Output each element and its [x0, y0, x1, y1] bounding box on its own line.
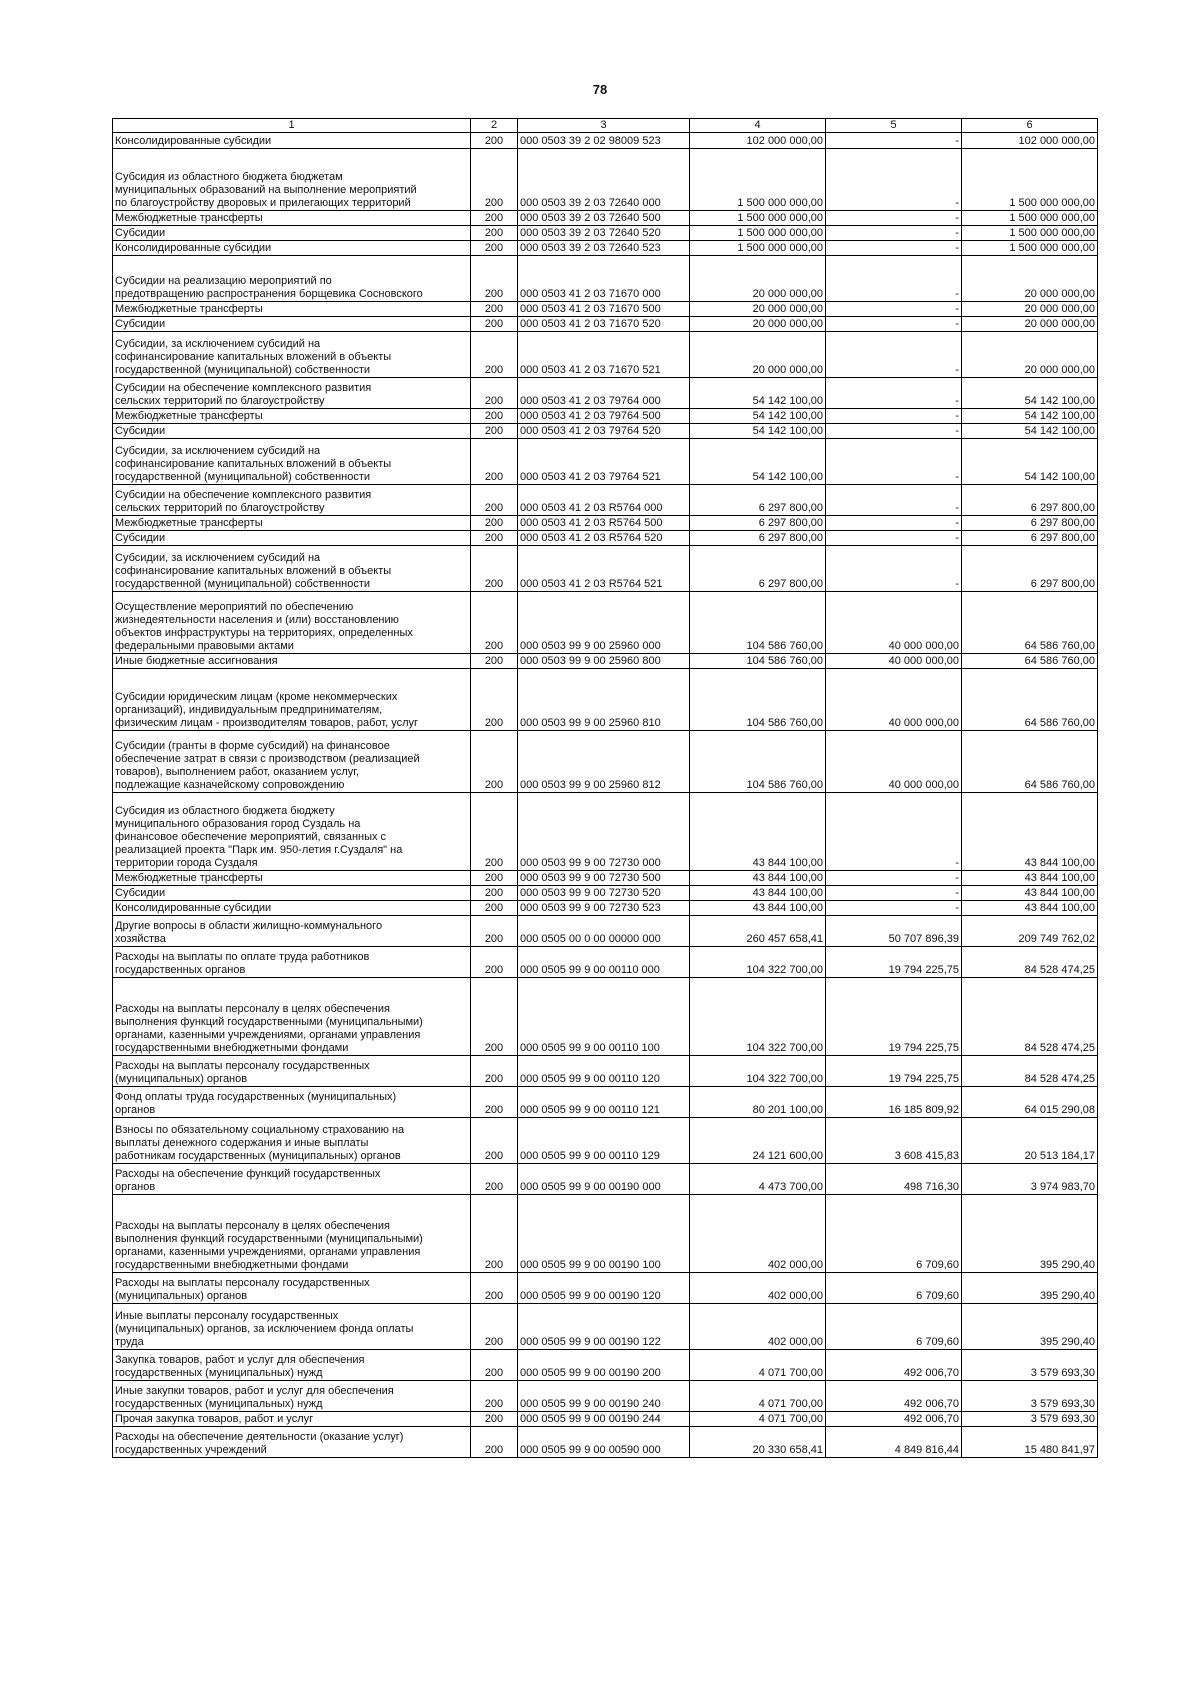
row-admin-code-cell: 200 [471, 439, 518, 485]
row-admin-code-cell: 200 [471, 1412, 518, 1427]
row-admin-code-cell: 200 [471, 731, 518, 793]
table-row [113, 241, 1098, 256]
row-budget-code-cell: 000 0505 99 9 00 00190 120 [518, 1273, 690, 1304]
row-unexecuted-amount-cell: 84 528 474,25 [962, 947, 1098, 978]
row-executed-amount-cell: 6 709,60 [826, 1195, 962, 1273]
row-budget-code-cell: 000 0503 99 9 00 72730 520 [518, 886, 690, 901]
row-name-cell: Расходы на выплаты персоналу государственных (муниципальных) органов [113, 1056, 471, 1087]
row-executed-amount-cell: - [826, 302, 962, 317]
row-admin-code-cell: 200 [471, 1273, 518, 1304]
row-admin-code-cell: 200 [471, 669, 518, 731]
row-unexecuted-amount-cell: 395 290,40 [962, 1273, 1098, 1304]
row-unexecuted-amount-cell: 43 844 100,00 [962, 901, 1098, 916]
row-admin-code-cell: 200 [471, 592, 518, 654]
table-row [113, 516, 1098, 531]
row-name-cell: Субсидия из областного бюджета бюджету муниципального образования город Суздаль на финансовое обеспечение мероприятий, связанных с реализацией проекта "Парк им. 950-летия г.Суздаля" на территории города Суздаля [113, 793, 471, 871]
row-unexecuted-amount-cell: 54 142 100,00 [962, 378, 1098, 409]
row-admin-code-cell: 200 [471, 978, 518, 1056]
row-name-cell: Субсидии на обеспечение комплексного развития сельских территорий по благоустройству [113, 378, 471, 409]
row-unexecuted-amount-cell: 43 844 100,00 [962, 793, 1098, 871]
table-row [113, 1304, 1098, 1350]
table-row [113, 669, 1098, 731]
row-executed-amount-cell: 19 794 225,75 [826, 978, 962, 1056]
row-budget-code-cell: 000 0503 99 9 00 72730 000 [518, 793, 690, 871]
column-header: 6 [962, 119, 1098, 133]
table-row [113, 731, 1098, 793]
row-budget-code-cell: 000 0505 99 9 00 00190 100 [518, 1195, 690, 1273]
row-approved-amount-cell: 104 586 760,00 [690, 592, 826, 654]
row-executed-amount-cell: - [826, 133, 962, 149]
row-budget-code-cell: 000 0503 41 2 03 R5764 520 [518, 531, 690, 546]
row-executed-amount-cell: - [826, 531, 962, 546]
table-row [113, 226, 1098, 241]
budget-table [112, 118, 1098, 1458]
row-unexecuted-amount-cell: 20 000 000,00 [962, 302, 1098, 317]
table-row [113, 531, 1098, 546]
row-name-cell: Консолидированные субсидии [113, 133, 471, 149]
row-approved-amount-cell: 4 473 700,00 [690, 1164, 826, 1195]
row-unexecuted-amount-cell: 20 000 000,00 [962, 317, 1098, 332]
row-name-cell: Расходы на выплаты персоналу государственных (муниципальных) органов [113, 1273, 471, 1304]
row-approved-amount-cell: 6 297 800,00 [690, 546, 826, 592]
row-name-cell: Консолидированные субсидии [113, 241, 471, 256]
row-name-cell: Межбюджетные трансферты [113, 516, 471, 531]
row-budget-code-cell: 000 0503 39 2 03 72640 000 [518, 149, 690, 211]
row-approved-amount-cell: 43 844 100,00 [690, 871, 826, 886]
row-budget-code-cell: 000 0503 99 9 00 72730 523 [518, 901, 690, 916]
row-unexecuted-amount-cell: 1 500 000 000,00 [962, 241, 1098, 256]
table-row [113, 1118, 1098, 1164]
row-executed-amount-cell: - [826, 256, 962, 302]
row-name-cell: Фонд оплаты труда государственных (муниципальных) органов [113, 1087, 471, 1118]
row-budget-code-cell: 000 0505 99 9 00 00190 200 [518, 1350, 690, 1381]
row-approved-amount-cell: 402 000,00 [690, 1304, 826, 1350]
row-name-cell: Субсидия из областного бюджета бюджетам муниципальных образований на выполнение мероприятий по благоустройству дворовых и прилегающих территорий [113, 149, 471, 211]
row-unexecuted-amount-cell: 43 844 100,00 [962, 886, 1098, 901]
row-admin-code-cell: 200 [471, 1056, 518, 1087]
row-approved-amount-cell: 104 322 700,00 [690, 1056, 826, 1087]
row-executed-amount-cell: - [826, 546, 962, 592]
row-budget-code-cell: 000 0503 39 2 03 72640 523 [518, 241, 690, 256]
row-name-cell: Субсидии, за исключением субсидий на софинансирование капитальных вложений в объекты государственной (муниципальной) собственности [113, 439, 471, 485]
row-executed-amount-cell: 4 849 816,44 [826, 1427, 962, 1458]
row-budget-code-cell: 000 0505 00 0 00 00000 000 [518, 916, 690, 947]
row-budget-code-cell: 000 0503 39 2 02 98009 523 [518, 133, 690, 149]
row-executed-amount-cell: 50 707 896,39 [826, 916, 962, 947]
row-budget-code-cell: 000 0503 99 9 00 25960 800 [518, 654, 690, 669]
row-unexecuted-amount-cell: 84 528 474,25 [962, 978, 1098, 1056]
table-row [113, 901, 1098, 916]
row-admin-code-cell: 200 [471, 226, 518, 241]
row-approved-amount-cell: 260 457 658,41 [690, 916, 826, 947]
row-approved-amount-cell: 402 000,00 [690, 1195, 826, 1273]
row-approved-amount-cell: 20 000 000,00 [690, 302, 826, 317]
row-unexecuted-amount-cell: 64 586 760,00 [962, 592, 1098, 654]
row-executed-amount-cell: - [826, 317, 962, 332]
row-approved-amount-cell: 6 297 800,00 [690, 531, 826, 546]
table-row [113, 424, 1098, 439]
row-admin-code-cell: 200 [471, 241, 518, 256]
row-unexecuted-amount-cell: 84 528 474,25 [962, 1056, 1098, 1087]
row-name-cell: Субсидии на обеспечение комплексного развития сельских территорий по благоустройству [113, 485, 471, 516]
row-executed-amount-cell: - [826, 378, 962, 409]
row-name-cell: Консолидированные субсидии [113, 901, 471, 916]
row-approved-amount-cell: 1 500 000 000,00 [690, 149, 826, 211]
row-executed-amount-cell: 492 006,70 [826, 1412, 962, 1427]
row-executed-amount-cell: - [826, 901, 962, 916]
row-name-cell: Иные закупки товаров, работ и услуг для обеспечения государственных (муниципальных) нужд [113, 1381, 471, 1412]
row-admin-code-cell: 200 [471, 531, 518, 546]
row-name-cell: Расходы на обеспечение деятельности (оказание услуг) государственных учреждений [113, 1427, 471, 1458]
row-budget-code-cell: 000 0503 41 2 03 R5764 521 [518, 546, 690, 592]
table-row [113, 978, 1098, 1056]
table-row [113, 1164, 1098, 1195]
row-admin-code-cell: 200 [471, 378, 518, 409]
table-row [113, 256, 1098, 302]
row-name-cell: Иные выплаты персоналу государственных (муниципальных) органов, за исключением фонда оплаты труда [113, 1304, 471, 1350]
row-unexecuted-amount-cell: 3 974 983,70 [962, 1164, 1098, 1195]
row-budget-code-cell: 000 0505 99 9 00 00190 240 [518, 1381, 690, 1412]
row-approved-amount-cell: 104 586 760,00 [690, 654, 826, 669]
row-unexecuted-amount-cell: 3 579 693,30 [962, 1381, 1098, 1412]
row-approved-amount-cell: 1 500 000 000,00 [690, 211, 826, 226]
row-executed-amount-cell: - [826, 149, 962, 211]
row-budget-code-cell: 000 0505 99 9 00 00190 122 [518, 1304, 690, 1350]
row-approved-amount-cell: 20 000 000,00 [690, 332, 826, 378]
column-header: 3 [518, 119, 690, 133]
row-approved-amount-cell: 104 586 760,00 [690, 669, 826, 731]
row-budget-code-cell: 000 0505 99 9 00 00190 244 [518, 1412, 690, 1427]
column-header: 2 [471, 119, 518, 133]
table-row [113, 378, 1098, 409]
row-name-cell: Субсидии (гранты в форме субсидий) на финансовое обеспечение затрат в связи с производством (реализацией товаров), выполнением работ, оказанием услуг, подлежащие казначейскому сопровождению [113, 731, 471, 793]
table-row [113, 916, 1098, 947]
row-name-cell: Расходы на обеспечение функций государственных органов [113, 1164, 471, 1195]
row-approved-amount-cell: 80 201 100,00 [690, 1087, 826, 1118]
row-unexecuted-amount-cell: 1 500 000 000,00 [962, 211, 1098, 226]
row-budget-code-cell: 000 0503 99 9 00 72730 500 [518, 871, 690, 886]
table-row [113, 485, 1098, 516]
row-unexecuted-amount-cell: 3 579 693,30 [962, 1412, 1098, 1427]
table-row [113, 1381, 1098, 1412]
row-executed-amount-cell: - [826, 241, 962, 256]
row-name-cell: Субсидии, за исключением субсидий на софинансирование капитальных вложений в объекты государственной (муниципальной) собственности [113, 546, 471, 592]
row-budget-code-cell: 000 0503 39 2 03 72640 520 [518, 226, 690, 241]
row-approved-amount-cell: 104 586 760,00 [690, 731, 826, 793]
table-row [113, 886, 1098, 901]
row-approved-amount-cell: 4 071 700,00 [690, 1412, 826, 1427]
table-row [113, 409, 1098, 424]
row-approved-amount-cell: 24 121 600,00 [690, 1118, 826, 1164]
row-executed-amount-cell: - [826, 226, 962, 241]
row-unexecuted-amount-cell: 54 142 100,00 [962, 409, 1098, 424]
column-header: 1 [113, 119, 471, 133]
table-row [113, 149, 1098, 211]
row-budget-code-cell: 000 0503 41 2 03 79764 000 [518, 378, 690, 409]
column-header: 4 [690, 119, 826, 133]
row-unexecuted-amount-cell: 64 586 760,00 [962, 669, 1098, 731]
row-budget-code-cell: 000 0503 41 2 03 79764 521 [518, 439, 690, 485]
row-approved-amount-cell: 43 844 100,00 [690, 793, 826, 871]
table-row [113, 654, 1098, 669]
row-unexecuted-amount-cell: 20 000 000,00 [962, 332, 1098, 378]
row-executed-amount-cell: 498 716,30 [826, 1164, 962, 1195]
table-row [113, 211, 1098, 226]
row-unexecuted-amount-cell: 43 844 100,00 [962, 871, 1098, 886]
column-header: 5 [826, 119, 962, 133]
row-admin-code-cell: 200 [471, 793, 518, 871]
row-executed-amount-cell: 6 709,60 [826, 1273, 962, 1304]
table-row [113, 1273, 1098, 1304]
row-admin-code-cell: 200 [471, 916, 518, 947]
row-executed-amount-cell: 3 608 415,83 [826, 1118, 962, 1164]
row-admin-code-cell: 200 [471, 886, 518, 901]
row-budget-code-cell: 000 0503 41 2 03 71670 000 [518, 256, 690, 302]
row-budget-code-cell: 000 0505 99 9 00 00110 100 [518, 978, 690, 1056]
row-budget-code-cell: 000 0505 99 9 00 00110 120 [518, 1056, 690, 1087]
row-approved-amount-cell: 102 000 000,00 [690, 133, 826, 149]
row-executed-amount-cell: - [826, 409, 962, 424]
row-admin-code-cell: 200 [471, 485, 518, 516]
row-admin-code-cell: 200 [471, 901, 518, 916]
row-name-cell: Взносы по обязательному социальному страхованию на выплаты денежного содержания и иные выплаты работникам государственных (муниципальных) органов [113, 1118, 471, 1164]
row-admin-code-cell: 200 [471, 133, 518, 149]
row-unexecuted-amount-cell: 102 000 000,00 [962, 133, 1098, 149]
row-admin-code-cell: 200 [471, 149, 518, 211]
table-row [113, 1195, 1098, 1273]
row-name-cell: Межбюджетные трансферты [113, 871, 471, 886]
row-budget-code-cell: 000 0503 99 9 00 25960 810 [518, 669, 690, 731]
row-approved-amount-cell: 54 142 100,00 [690, 439, 826, 485]
row-admin-code-cell: 200 [471, 424, 518, 439]
table-row [113, 317, 1098, 332]
row-budget-code-cell: 000 0505 99 9 00 00110 129 [518, 1118, 690, 1164]
row-name-cell: Субсидии юридическим лицам (кроме некоммерческих организаций), индивидуальным предпринимателям, физическим лицам - производителям товаров, работ, услуг [113, 669, 471, 731]
row-unexecuted-amount-cell: 395 290,40 [962, 1304, 1098, 1350]
row-approved-amount-cell: 1 500 000 000,00 [690, 226, 826, 241]
row-name-cell: Прочая закупка товаров, работ и услуг [113, 1412, 471, 1427]
row-admin-code-cell: 200 [471, 1350, 518, 1381]
row-name-cell: Иные бюджетные ассигнования [113, 654, 471, 669]
row-approved-amount-cell: 20 000 000,00 [690, 256, 826, 302]
table-row [113, 439, 1098, 485]
row-budget-code-cell: 000 0503 41 2 03 79764 500 [518, 409, 690, 424]
row-name-cell: Субсидии [113, 226, 471, 241]
row-executed-amount-cell: - [826, 886, 962, 901]
row-unexecuted-amount-cell: 64 586 760,00 [962, 731, 1098, 793]
row-unexecuted-amount-cell: 6 297 800,00 [962, 516, 1098, 531]
row-admin-code-cell: 200 [471, 516, 518, 531]
row-executed-amount-cell: 16 185 809,92 [826, 1087, 962, 1118]
row-executed-amount-cell: - [826, 871, 962, 886]
row-unexecuted-amount-cell: 1 500 000 000,00 [962, 149, 1098, 211]
row-executed-amount-cell: 19 794 225,75 [826, 947, 962, 978]
row-admin-code-cell: 200 [471, 1381, 518, 1412]
row-executed-amount-cell: 40 000 000,00 [826, 592, 962, 654]
row-budget-code-cell: 000 0503 41 2 03 71670 520 [518, 317, 690, 332]
row-admin-code-cell: 200 [471, 256, 518, 302]
table-row [113, 133, 1098, 149]
row-budget-code-cell: 000 0503 99 9 00 25960 000 [518, 592, 690, 654]
row-executed-amount-cell: 40 000 000,00 [826, 654, 962, 669]
row-name-cell: Межбюджетные трансферты [113, 211, 471, 226]
row-name-cell: Субсидии [113, 531, 471, 546]
row-unexecuted-amount-cell: 6 297 800,00 [962, 546, 1098, 592]
row-executed-amount-cell: 6 709,60 [826, 1304, 962, 1350]
row-name-cell: Расходы на выплаты персоналу в целях обеспечения выполнения функций государственными (муниципальными) органами, казенными учреждениями, органами управления государственными внебюджетными фондами [113, 1195, 471, 1273]
row-approved-amount-cell: 20 000 000,00 [690, 317, 826, 332]
row-admin-code-cell: 200 [471, 332, 518, 378]
row-admin-code-cell: 200 [471, 302, 518, 317]
row-unexecuted-amount-cell: 20 000 000,00 [962, 256, 1098, 302]
row-approved-amount-cell: 43 844 100,00 [690, 901, 826, 916]
row-unexecuted-amount-cell: 54 142 100,00 [962, 424, 1098, 439]
row-admin-code-cell: 200 [471, 1118, 518, 1164]
row-budget-code-cell: 000 0503 41 2 03 R5764 500 [518, 516, 690, 531]
row-executed-amount-cell: - [826, 485, 962, 516]
row-executed-amount-cell: 40 000 000,00 [826, 669, 962, 731]
table-row [113, 546, 1098, 592]
row-admin-code-cell: 200 [471, 947, 518, 978]
row-budget-code-cell: 000 0505 99 9 00 00590 000 [518, 1427, 690, 1458]
row-admin-code-cell: 200 [471, 1195, 518, 1273]
row-approved-amount-cell: 104 322 700,00 [690, 947, 826, 978]
row-budget-code-cell: 000 0503 41 2 03 71670 521 [518, 332, 690, 378]
row-name-cell: Межбюджетные трансферты [113, 302, 471, 317]
row-approved-amount-cell: 402 000,00 [690, 1273, 826, 1304]
row-executed-amount-cell: - [826, 211, 962, 226]
row-unexecuted-amount-cell: 6 297 800,00 [962, 531, 1098, 546]
row-approved-amount-cell: 4 071 700,00 [690, 1350, 826, 1381]
row-approved-amount-cell: 4 071 700,00 [690, 1381, 826, 1412]
table-row [113, 592, 1098, 654]
row-approved-amount-cell: 54 142 100,00 [690, 378, 826, 409]
row-budget-code-cell: 000 0503 39 2 03 72640 500 [518, 211, 690, 226]
row-approved-amount-cell: 1 500 000 000,00 [690, 241, 826, 256]
row-admin-code-cell: 200 [471, 409, 518, 424]
row-approved-amount-cell: 54 142 100,00 [690, 409, 826, 424]
row-admin-code-cell: 200 [471, 871, 518, 886]
row-budget-code-cell: 000 0505 99 9 00 00110 000 [518, 947, 690, 978]
table-row [113, 1412, 1098, 1427]
table-row [113, 1056, 1098, 1087]
page-number: 78 [592, 82, 608, 97]
row-admin-code-cell: 200 [471, 317, 518, 332]
row-unexecuted-amount-cell: 3 579 693,30 [962, 1350, 1098, 1381]
row-executed-amount-cell: - [826, 424, 962, 439]
row-executed-amount-cell: 40 000 000,00 [826, 731, 962, 793]
row-name-cell: Другие вопросы в области жилищно-коммунального хозяйства [113, 916, 471, 947]
table-row [113, 332, 1098, 378]
row-unexecuted-amount-cell: 209 749 762,02 [962, 916, 1098, 947]
table-row [113, 302, 1098, 317]
row-unexecuted-amount-cell: 395 290,40 [962, 1195, 1098, 1273]
row-unexecuted-amount-cell: 20 513 184,17 [962, 1118, 1098, 1164]
table-row [113, 793, 1098, 871]
column-number-row [113, 119, 1098, 133]
row-executed-amount-cell: 19 794 225,75 [826, 1056, 962, 1087]
row-budget-code-cell: 000 0503 41 2 03 71670 500 [518, 302, 690, 317]
table-row [113, 1087, 1098, 1118]
row-name-cell: Субсидии, за исключением субсидий на софинансирование капитальных вложений в объекты государственной (муниципальной) собственности [113, 332, 471, 378]
row-name-cell: Расходы на выплаты персоналу в целях обеспечения выполнения функций государственными (муниципальными) органами, казенными учреждениями, органами управления государственными внебюджетными фондами [113, 978, 471, 1056]
row-unexecuted-amount-cell: 64 586 760,00 [962, 654, 1098, 669]
row-unexecuted-amount-cell: 15 480 841,97 [962, 1427, 1098, 1458]
row-unexecuted-amount-cell: 6 297 800,00 [962, 485, 1098, 516]
row-admin-code-cell: 200 [471, 211, 518, 226]
row-approved-amount-cell: 54 142 100,00 [690, 424, 826, 439]
row-budget-code-cell: 000 0505 99 9 00 00190 000 [518, 1164, 690, 1195]
row-executed-amount-cell: - [826, 439, 962, 485]
row-budget-code-cell: 000 0503 41 2 03 79764 520 [518, 424, 690, 439]
row-budget-code-cell: 000 0503 41 2 03 R5764 000 [518, 485, 690, 516]
row-admin-code-cell: 200 [471, 1164, 518, 1195]
row-name-cell: Расходы на выплаты по оплате труда работников государственных органов [113, 947, 471, 978]
row-executed-amount-cell: - [826, 793, 962, 871]
row-approved-amount-cell: 20 330 658,41 [690, 1427, 826, 1458]
row-approved-amount-cell: 104 322 700,00 [690, 978, 826, 1056]
row-executed-amount-cell: 492 006,70 [826, 1381, 962, 1412]
row-name-cell: Субсидии [113, 317, 471, 332]
row-approved-amount-cell: 6 297 800,00 [690, 516, 826, 531]
row-name-cell: Закупка товаров, работ и услуг для обеспечения государственных (муниципальных) нужд [113, 1350, 471, 1381]
row-executed-amount-cell: - [826, 332, 962, 378]
row-executed-amount-cell: - [826, 516, 962, 531]
row-budget-code-cell: 000 0503 99 9 00 25960 812 [518, 731, 690, 793]
row-approved-amount-cell: 6 297 800,00 [690, 485, 826, 516]
row-name-cell: Межбюджетные трансферты [113, 409, 471, 424]
table-row [113, 1350, 1098, 1381]
row-unexecuted-amount-cell: 64 015 290,08 [962, 1087, 1098, 1118]
row-name-cell: Субсидии [113, 886, 471, 901]
row-name-cell: Осуществление мероприятий по обеспечению жизнедеятельности населения и (или) восстановлению объектов инфраструктуры на территориях, определенных федеральными правовыми актами [113, 592, 471, 654]
row-admin-code-cell: 200 [471, 654, 518, 669]
row-unexecuted-amount-cell: 54 142 100,00 [962, 439, 1098, 485]
row-unexecuted-amount-cell: 1 500 000 000,00 [962, 226, 1098, 241]
row-admin-code-cell: 200 [471, 1427, 518, 1458]
row-executed-amount-cell: 492 006,70 [826, 1350, 962, 1381]
table-row [113, 871, 1098, 886]
row-approved-amount-cell: 43 844 100,00 [690, 886, 826, 901]
row-admin-code-cell: 200 [471, 546, 518, 592]
table-row [113, 947, 1098, 978]
row-admin-code-cell: 200 [471, 1304, 518, 1350]
row-name-cell: Субсидии на реализацию мероприятий по предотвращению распространения борщевика Сосновского [113, 256, 471, 302]
row-name-cell: Субсидии [113, 424, 471, 439]
row-budget-code-cell: 000 0505 99 9 00 00110 121 [518, 1087, 690, 1118]
table-row [113, 1427, 1098, 1458]
row-admin-code-cell: 200 [471, 1087, 518, 1118]
